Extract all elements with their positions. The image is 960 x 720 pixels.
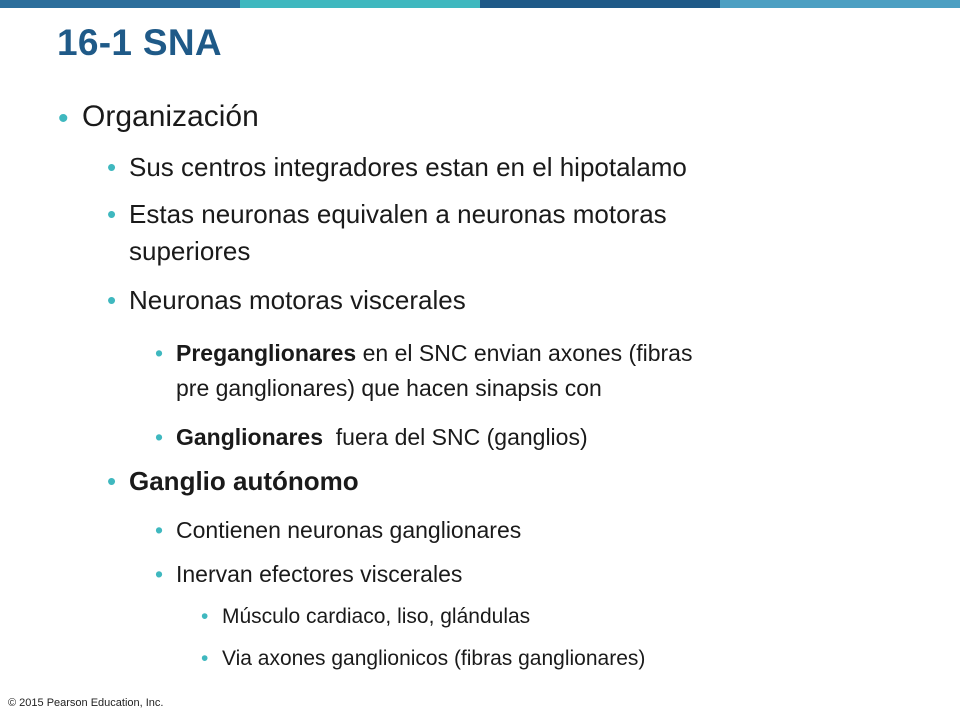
bullet-icon: • [107, 466, 117, 496]
bullet-icon: • [107, 199, 117, 229]
top-accent-bar [0, 0, 960, 8]
bullet-inervan: Inervan efectores viscerales [176, 561, 463, 587]
bullet-icon: • [155, 517, 164, 543]
bullet-estas-neuronas-cont: superiores [129, 236, 251, 266]
bullet-ganglio-autonomo: Ganglio autónomo [129, 466, 359, 496]
bullet-icon: • [155, 340, 164, 366]
bullet-neuronas-motoras: Neuronas motoras viscerales [129, 285, 466, 315]
slide-title: 16-1 SNA [57, 22, 222, 63]
accent-segment [240, 0, 480, 8]
ganglionares-term: Ganglionares [176, 424, 323, 450]
accent-segment [480, 0, 720, 8]
bullet-preganglionares-cont: pre ganglionares) que hacen sinapsis con [176, 375, 602, 401]
bullet-icon: • [201, 647, 209, 670]
bullet-icon: • [155, 561, 164, 587]
bullet-icon: • [58, 102, 69, 135]
preganglionares-text: en el SNC envian axones (fibras [356, 340, 693, 366]
bullet-centros-integradores: Sus centros integradores estan en el hipotalamo [129, 152, 687, 182]
bullet-contienen: Contienen neuronas ganglionares [176, 517, 522, 543]
bullet-estas-neuronas: Estas neuronas equivalen a neuronas motoras [129, 199, 667, 229]
preganglionares-term: Preganglionares [176, 340, 357, 366]
bullet-organizacion: Organización [82, 100, 259, 133]
ganglionares-text: fuera del SNC (ganglios) [322, 424, 588, 450]
bullet-icon: • [201, 605, 209, 628]
bullet-icon: • [155, 424, 164, 450]
bullet-icon: • [107, 285, 117, 315]
bullet-ganglionares [176, 424, 588, 451]
copyright-footer: © 2015 Pearson Education, Inc. [8, 697, 164, 709]
accent-segment [0, 0, 240, 8]
bullet-preganglionares [176, 340, 692, 367]
bullet-icon: • [107, 152, 117, 182]
bullet-musculo: Músculo cardiaco, liso, glándulas [222, 605, 531, 628]
bullet-via-axones: Via axones ganglionicos (fibras ganglionares) [222, 647, 646, 670]
accent-segment [720, 0, 960, 8]
